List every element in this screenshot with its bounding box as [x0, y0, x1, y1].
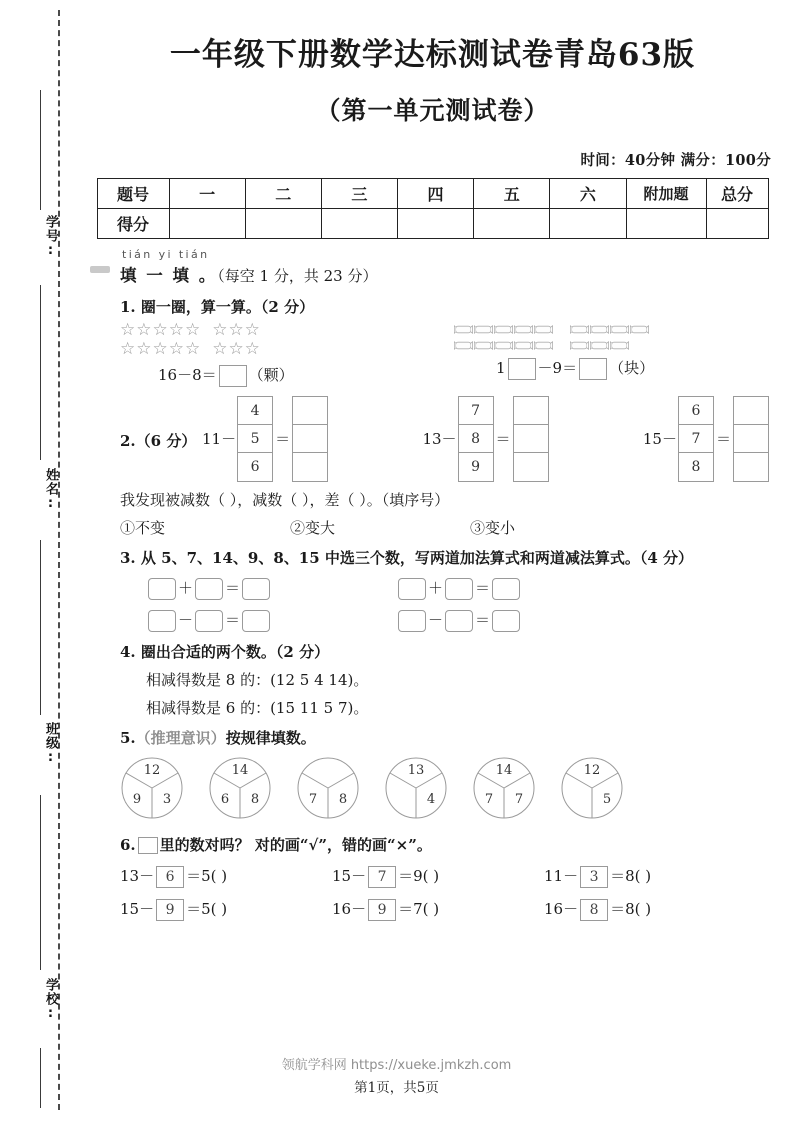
circle-4-right[interactable]: 4: [426, 791, 436, 807]
q2-g3-sub-2: 7: [679, 425, 713, 453]
q1-left-eq-prefix: 16－8＝: [158, 365, 217, 384]
q1-right-box-1[interactable]: [508, 358, 536, 380]
star-group-b-row1: ☆☆☆: [212, 319, 261, 340]
q6-i5-right[interactable]: ＝7( ): [398, 899, 440, 918]
q2-g1-ans-1[interactable]: [293, 397, 327, 425]
circle-2-top[interactable]: 14: [231, 762, 249, 778]
q3-eq2-eq: ＝: [475, 578, 491, 597]
question-3-eq-2: [396, 577, 646, 600]
q3-eq1-box-1[interactable]: [148, 578, 176, 600]
rail-divider-1: [40, 90, 41, 210]
q1-right-eq-mid: －9＝: [537, 358, 578, 377]
question-1-body: [94, 321, 773, 387]
score-table-row-label-1: 得分: [97, 208, 169, 238]
number-circle-3[interactable]: [296, 756, 360, 820]
question-3-eq-1: [146, 577, 396, 600]
question-4-line-1[interactable]: 相减得数是 8 的：(12 5 4 14)。: [146, 670, 369, 689]
q3-eq4-eq: ＝: [475, 610, 491, 629]
question-4-text: 圈出合适的两个数。（2 分）: [140, 642, 330, 661]
question-2-number: 2.: [120, 431, 136, 450]
q6-i5-box: 9: [368, 899, 396, 921]
circle-6-right[interactable]: 5: [602, 791, 612, 807]
number-circle-4[interactable]: [384, 756, 448, 820]
candy-row-1: [454, 321, 773, 337]
rail-divider-2: [40, 285, 41, 460]
section-points: （每空 1 分，共 23 分）: [217, 266, 378, 285]
q3-eq2-box-1[interactable]: [398, 578, 426, 600]
q2-g2-sub-1: 7: [459, 397, 493, 425]
number-circle-6[interactable]: [560, 756, 624, 820]
candy-icon: [610, 337, 629, 346]
star-group-a-row2: ☆☆☆☆☆: [120, 339, 202, 360]
q3-eq1-op: ＋: [178, 578, 194, 597]
circle-3-left[interactable]: 7: [308, 791, 318, 807]
rail-divider-3: [40, 540, 41, 715]
number-circle-2[interactable]: [208, 756, 272, 820]
q6-i4-right[interactable]: ＝5( ): [186, 899, 228, 918]
question-6-header: [94, 834, 773, 855]
question-3-row-2: [146, 609, 773, 632]
candy-icon: [570, 321, 589, 330]
q6-i3-left: 11－: [544, 866, 579, 885]
candy-icon: [610, 321, 629, 330]
question-5-header: [94, 727, 773, 748]
circle-4-top[interactable]: 13: [407, 762, 425, 778]
q2-g3-ans-1[interactable]: [734, 397, 768, 425]
question-5-circles: [94, 756, 773, 820]
question-2-option-2[interactable]: ②变大: [290, 518, 336, 537]
page-footer: [0, 1054, 793, 1096]
exam-page: [72, 0, 793, 1122]
q6-i6-right[interactable]: ＝8( ): [610, 899, 652, 918]
score-col-total: 总分: [706, 178, 768, 208]
candy-icon: [454, 337, 473, 346]
q1-right-eq-unit: （块）: [609, 358, 655, 377]
q3-eq1-box-3[interactable]: [242, 578, 270, 600]
q2-g2-equals: ＝: [495, 430, 511, 449]
question-3-number: 3.: [120, 548, 136, 567]
q1-right-eq-lead: 1: [496, 358, 506, 377]
candy-icon: [494, 321, 513, 330]
q2-g1-sub-3: 6: [250, 458, 260, 475]
watermark-text: 领航学科网 https://xueke.jmkzh.com: [281, 1058, 512, 1073]
q6-i1-box: 6: [156, 866, 184, 888]
q3-eq2-op: ＋: [428, 578, 444, 597]
question-3-header: [94, 547, 773, 568]
score-col-2: 二: [245, 178, 321, 208]
question-1-left-equation: [120, 364, 444, 387]
star-group-b-row2: ☆☆☆: [212, 339, 261, 360]
circle-1-right[interactable]: 3: [162, 791, 172, 807]
q2-g2-subtrahend-stack: [458, 396, 494, 482]
circle-2-right[interactable]: 8: [250, 791, 260, 807]
question-6-number: 6.: [120, 835, 136, 854]
question-2-finding: 我发现被减数（ ），减数（ ），差（ ）。（填序号）: [120, 490, 450, 509]
q3-eq2-box-2[interactable]: [445, 578, 473, 600]
question-2-options: [94, 517, 773, 538]
q3-eq1-eq: ＝: [225, 578, 241, 597]
margin-label-class: 班级:: [43, 722, 58, 766]
score-cell-1[interactable]: [169, 208, 245, 238]
section-marker-icon: [90, 266, 110, 273]
question-4-header: [94, 641, 773, 662]
q6-i6-left: 16－: [544, 899, 579, 918]
question-1-right-equation: [454, 357, 773, 380]
q3-eq1-box-2[interactable]: [195, 578, 223, 600]
q1-left-eq-unit: （颗）: [248, 365, 294, 384]
exam-meta: 时间：40分钟 满分：100分: [580, 151, 771, 169]
q2-g3-minuend: 15－: [642, 430, 677, 449]
question-2-points: （6 分）: [135, 431, 197, 450]
score-col-bonus: 附加题: [626, 178, 706, 208]
score-col-6: 六: [550, 178, 626, 208]
q2-g2-sub-3: 9: [471, 458, 480, 475]
q3-eq3-op: －: [178, 610, 194, 629]
score-cell-bonus[interactable]: [626, 208, 706, 238]
q6-i1-right[interactable]: ＝5( ): [186, 866, 228, 885]
q6-i2-left: 15－: [332, 866, 367, 885]
score-table-row-label-0: 题号: [97, 178, 169, 208]
candy-icon: [534, 337, 553, 346]
candy-icon: [590, 321, 609, 330]
candy-icon: [570, 337, 589, 346]
q3-eq3-box-2[interactable]: [195, 610, 223, 632]
circle-5-top[interactable]: 14: [495, 762, 513, 778]
q6-i3-right[interactable]: ＝8( ): [610, 866, 652, 885]
candy-icon: [474, 321, 493, 330]
q1-left-answer-box[interactable]: [219, 365, 247, 387]
score-col-3: 三: [321, 178, 397, 208]
score-col-4: 四: [397, 178, 473, 208]
star-group-a-row1: ☆☆☆☆☆: [120, 319, 202, 340]
q2-g3-ans-3[interactable]: [734, 453, 768, 481]
circle-2-left[interactable]: 6: [220, 791, 230, 807]
question-2-group-3: [643, 396, 769, 482]
question-6-item-4: [120, 898, 332, 921]
q2-g2-ans-3[interactable]: [514, 453, 548, 481]
q2-g3-ans-2[interactable]: [734, 425, 768, 453]
question-3: [94, 547, 773, 632]
question-4-number: 4.: [120, 642, 136, 661]
question-6-item-1: [120, 865, 332, 888]
circle-3-right[interactable]: 8: [338, 791, 348, 807]
question-6-inline-box-icon: [138, 837, 158, 854]
q2-g1-sub-1: 4: [238, 397, 272, 425]
question-4-line-2[interactable]: 相减得数是 6 的：(15 11 5 7)。: [146, 698, 369, 717]
q2-g3-sub-1: 6: [679, 397, 713, 425]
score-col-5: 五: [474, 178, 550, 208]
q2-g3-sub-3: 8: [691, 458, 701, 475]
section-pinyin: tián yi tián: [122, 247, 210, 261]
question-2-header: [94, 396, 202, 451]
q2-g2-ans-1[interactable]: [514, 397, 548, 425]
score-table: [97, 178, 769, 239]
candy-icon: [630, 321, 649, 330]
question-3-eq-4: [396, 609, 646, 632]
q2-g3-equals: ＝: [715, 430, 731, 449]
question-6-row-1: [120, 865, 773, 888]
score-cell-2[interactable]: [245, 208, 321, 238]
binding-margin: [0, 0, 72, 1122]
question-6-text: 里的数对吗？ 对的画“√”，错的画“×”。: [159, 835, 432, 854]
q2-g2-answer-stack[interactable]: [513, 396, 549, 482]
margin-label-school: 学校:: [43, 978, 58, 1022]
candy-icon: [514, 337, 533, 346]
question-2-groups: [202, 396, 773, 482]
q3-eq4-op: －: [428, 610, 444, 629]
q3-eq3-box-3[interactable]: [242, 610, 270, 632]
score-cell-5[interactable]: [474, 208, 550, 238]
candy-row-2: [454, 337, 773, 353]
q6-i4-left: 15－: [120, 899, 155, 918]
number-circle-1[interactable]: [120, 756, 184, 820]
question-1-number: 1.: [120, 297, 136, 316]
circle-6-top[interactable]: 12: [583, 762, 601, 778]
question-6: [94, 834, 773, 921]
q3-eq4-box-1[interactable]: [398, 610, 426, 632]
question-2-group-2: [422, 396, 548, 482]
candy-icon: [590, 337, 609, 346]
q3-eq2-box-3[interactable]: [492, 578, 520, 600]
question-2-option-1[interactable]: ①不变: [120, 518, 166, 537]
q3-eq4-box-2[interactable]: [445, 610, 473, 632]
question-6-item-6: [544, 898, 756, 921]
number-circle-5[interactable]: [472, 756, 536, 820]
page-title: 一年级下册数学达标测试卷青岛63版: [169, 37, 696, 73]
q2-g1-ans-3[interactable]: [293, 453, 327, 481]
question-1-right-panel: [444, 321, 773, 387]
q2-g1-answer-stack[interactable]: [292, 396, 328, 482]
candy-icon: [474, 337, 493, 346]
q2-g2-sub-2: 8: [459, 425, 493, 453]
question-2-option-3[interactable]: ③变小: [470, 518, 516, 537]
q6-i3-box: 3: [580, 866, 608, 888]
question-4: [94, 641, 773, 718]
q3-eq3-box-1[interactable]: [148, 610, 176, 632]
question-1: [94, 296, 773, 387]
q2-g1-sub-2: 5: [238, 425, 272, 453]
score-table-value-row: [97, 208, 768, 238]
question-1-text: 圈一圈，算一算。（2 分）: [140, 297, 315, 316]
star-row-2: [120, 340, 444, 360]
q1-right-box-2[interactable]: [579, 358, 607, 380]
exam-content: [72, 247, 793, 921]
q3-eq3-eq: ＝: [225, 610, 241, 629]
page-number: 第1页，共5页: [354, 1080, 439, 1096]
question-5: [94, 727, 773, 820]
question-6-grid: [94, 865, 773, 921]
circle-5-left[interactable]: 7: [484, 791, 494, 807]
question-6-row-2: [120, 898, 773, 921]
margin-label-student-id: 学号:: [43, 215, 58, 259]
star-row-1: [120, 321, 444, 341]
score-cell-4[interactable]: [397, 208, 473, 238]
question-6-item-2: [332, 865, 544, 888]
score-table-header-row: [97, 178, 768, 208]
question-3-row-1: [146, 577, 773, 600]
q6-i6-box: 8: [580, 899, 608, 921]
q3-eq4-box-3[interactable]: [492, 610, 520, 632]
section-heading: [94, 247, 773, 287]
dashed-fold-line: [58, 10, 60, 1110]
page-subtitle: （第一单元测试卷）: [315, 95, 550, 125]
q6-i5-left: 16－: [332, 899, 367, 918]
q2-g3-answer-stack[interactable]: [733, 396, 769, 482]
q6-i2-box: 7: [368, 866, 396, 888]
question-1-left-panel: [94, 321, 444, 387]
question-5-tag: （推理意识）: [135, 728, 226, 747]
score-col-1: 一: [169, 178, 245, 208]
question-5-number: 5.: [120, 728, 136, 747]
question-3-eq-3: [146, 609, 396, 632]
question-3-text: 从 5、7、14、9、8、15 中选三个数，写两道加法算式和两道减法算式。（4 分）: [140, 548, 694, 567]
candy-icon: [534, 321, 553, 330]
score-cell-6[interactable]: [550, 208, 626, 238]
section-title-text: 填 一 填 。: [120, 265, 218, 285]
question-6-item-5: [332, 898, 544, 921]
question-2-body: [94, 396, 773, 482]
q2-g1-subtrahend-stack: [237, 396, 273, 482]
q2-g1-ans-2[interactable]: [293, 425, 327, 453]
q6-i2-right[interactable]: ＝9( ): [398, 866, 440, 885]
section-title: [120, 262, 377, 286]
candy-icon: [514, 321, 533, 330]
q2-g3-subtrahend-stack: [678, 396, 714, 482]
question-5-text: 按规律填数。: [225, 728, 316, 747]
candy-illustration: [454, 321, 773, 353]
q2-g1-minuend: 11－: [202, 430, 237, 449]
q6-i4-box: 9: [156, 899, 184, 921]
circle-1-top[interactable]: 12: [143, 762, 161, 778]
q2-g2-ans-2[interactable]: [514, 425, 548, 453]
margin-label-name: 姓名:: [43, 468, 58, 512]
candy-icon: [454, 321, 473, 330]
circle-5-right[interactable]: 7: [514, 791, 524, 807]
rail-divider-4: [40, 795, 41, 970]
question-2: [94, 396, 773, 538]
q6-i1-left: 13－: [120, 866, 155, 885]
question-1-header: [94, 296, 773, 317]
question-2-group-1: [202, 396, 328, 482]
q2-g2-minuend: 13－: [422, 430, 457, 449]
q2-g1-equals: ＝: [275, 430, 291, 449]
question-3-equation-grid: [94, 577, 773, 632]
circle-1-left[interactable]: 9: [132, 791, 142, 807]
question-6-item-3: [544, 865, 756, 888]
candy-icon: [494, 337, 513, 346]
score-cell-total[interactable]: [706, 208, 768, 238]
score-cell-3[interactable]: [321, 208, 397, 238]
